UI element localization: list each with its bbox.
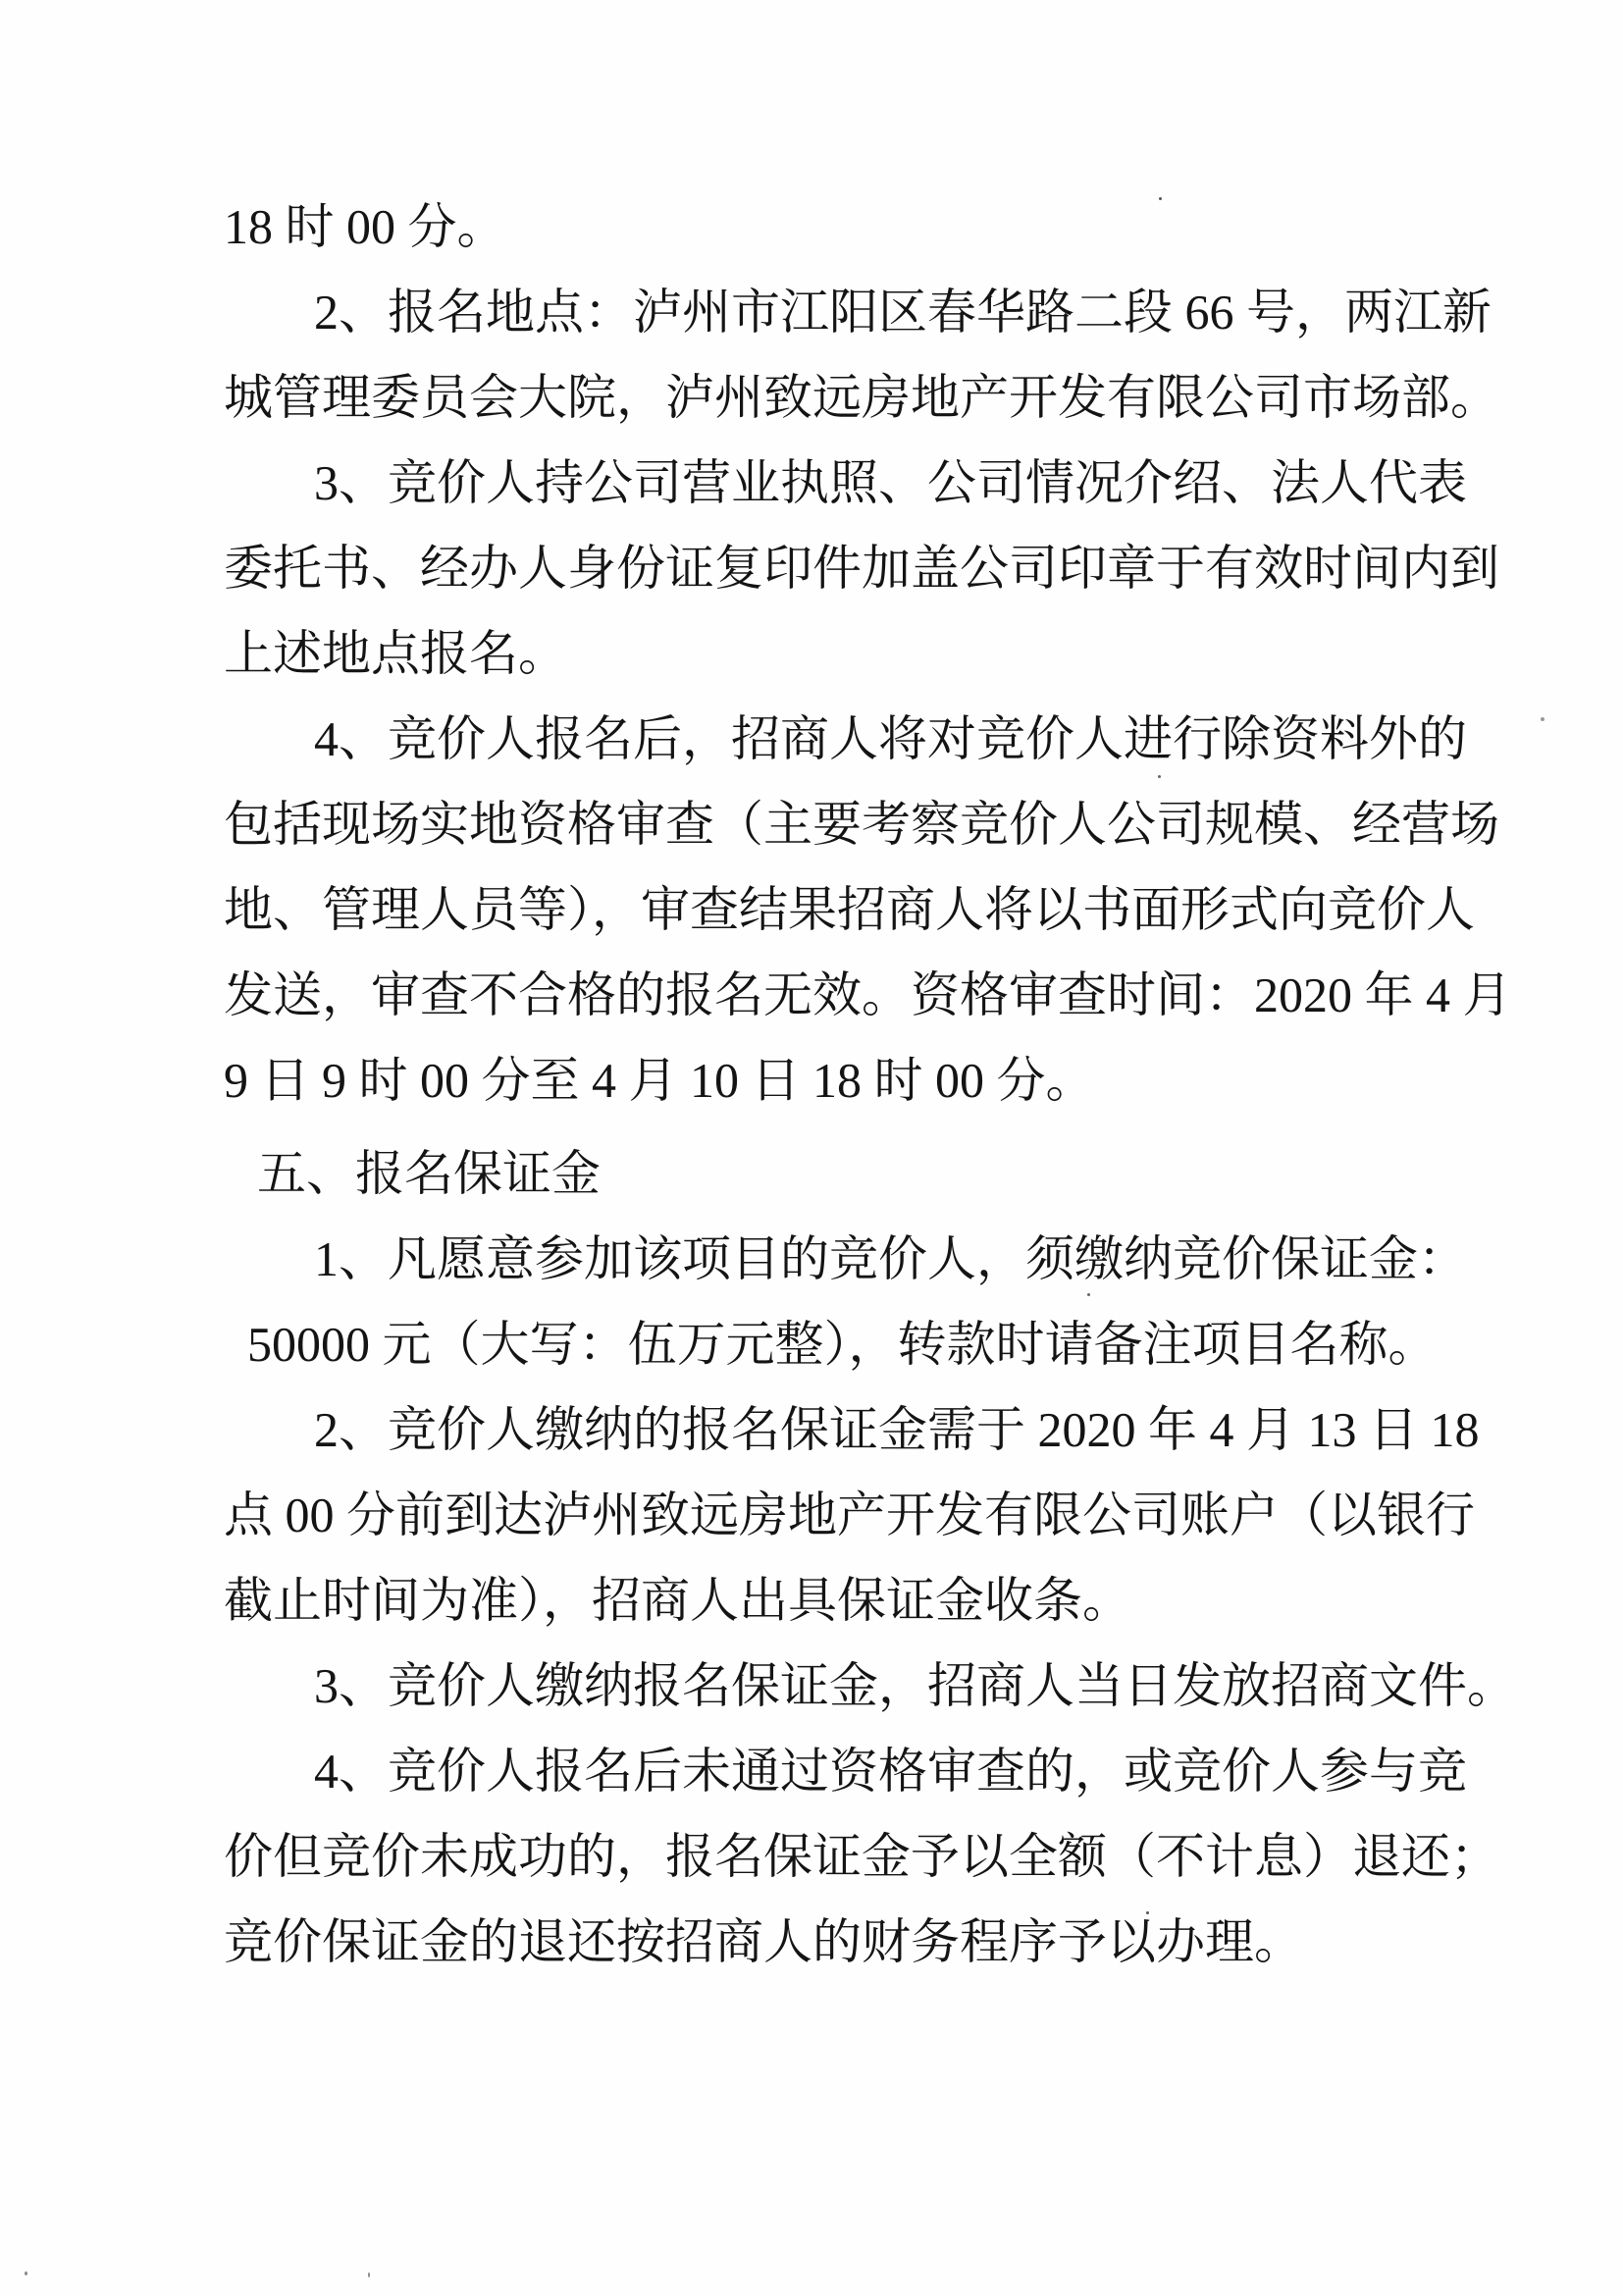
- text-line: 1、凡愿意参加该项目的竞价人，须缴纳竞价保证金：: [314, 1231, 1467, 1286]
- text-line: 包括现场实地资格审查（主要考察竞价人公司规模、经营场: [224, 797, 1499, 852]
- text-line: 4、竞价人报名后，招商人将对竞价人进行除资料外的: [314, 711, 1467, 766]
- scan-speck: [1146, 1911, 1149, 1914]
- text-line: 50000 元（大写：伍万元整），转款时请备注项目名称。: [247, 1317, 1438, 1372]
- scan-speck: [25, 2271, 27, 2275]
- text-line: 3、竞价人持公司营业执照、公司情况介绍、法人代表: [314, 455, 1467, 510]
- text-line: 9 日 9 时 00 分至 4 月 10 日 18 时 00 分。: [224, 1053, 1095, 1108]
- text-line: 竞价保证金的退还按招商人的财务程序予以办理。: [224, 1914, 1303, 1969]
- text-line: 发送，审查不合格的报名无效。资格审查时间：2020 年 4 月: [224, 967, 1512, 1022]
- scan-speck: [1159, 197, 1162, 200]
- text-line: 4、竞价人报名后未通过资格审查的，或竞价人参与竞: [314, 1744, 1467, 1799]
- text-line: 点 00 分前到达泸州致远房地产开发有限公司账户（以银行: [224, 1487, 1475, 1542]
- text-line: 委托书、经办人身份证复印件加盖公司印章于有效时间内到: [224, 541, 1499, 596]
- text-line: 3、竞价人缴纳报名保证金，招商人当日发放招商文件。: [314, 1658, 1516, 1713]
- scan-speck: [1158, 775, 1161, 778]
- text-line: 2、竞价人缴纳的报名保证金需于 2020 年 4 月 13 日 18: [314, 1402, 1480, 1457]
- text-line: 2、报名地点：泸州市江阳区春华路二段 66 号，两江新: [314, 285, 1492, 339]
- text-line: 上述地点报名。: [224, 626, 567, 681]
- document-text: [224, 184, 1516, 1985]
- text-line: 城管理委员会大院，泸州致远房地产开发有限公司市场部。: [224, 370, 1499, 425]
- text-line: 地、管理人员等），审查结果招商人将以书面形式向竞价人: [224, 882, 1475, 937]
- text-line: 价但竞价未成功的，报名保证金予以全额（不计息）退还；: [224, 1829, 1499, 1884]
- section-heading: 五、报名保证金: [257, 1146, 601, 1201]
- scan-speck: [1541, 717, 1544, 721]
- scan-speck: [1087, 1293, 1090, 1296]
- text-line: 截止时间为准），招商人出具保证金收条。: [224, 1573, 1131, 1628]
- text-line: 18 时 00 分。: [224, 199, 506, 254]
- scan-speck: [368, 2272, 370, 2277]
